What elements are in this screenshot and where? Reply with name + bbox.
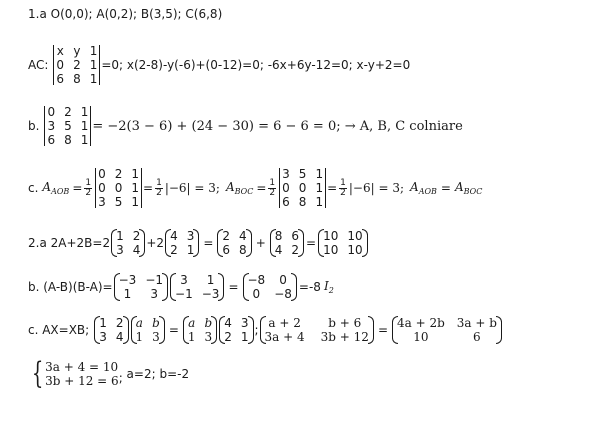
- cell: −3: [201, 287, 220, 301]
- line-1-text: 1.a O(0,0); A(0,2); B(3,5); C(6,8): [28, 7, 223, 21]
- cell: y: [73, 44, 81, 58]
- cell: 2: [132, 229, 141, 243]
- cell: 3: [240, 316, 249, 330]
- cell: 6: [291, 229, 300, 243]
- cell: 3: [47, 119, 56, 133]
- cell: −3: [118, 273, 137, 287]
- cell: 4: [224, 316, 232, 330]
- cell: 10: [323, 229, 339, 243]
- cell: 3: [282, 167, 290, 181]
- line-3-rest: = −2(3 − 6) + (24 − 30) = 6 − 6 = 0; → A, B, C colniare: [92, 118, 463, 134]
- matrix-a: [94, 316, 128, 344]
- system-eq-1: 3a + 4 = 10: [45, 360, 119, 374]
- line-7-prefix: c. AX=XB;: [28, 323, 90, 337]
- cell: 1: [80, 119, 89, 133]
- cell: 8: [64, 133, 72, 147]
- cell: 0: [98, 181, 106, 195]
- cell: 10: [413, 330, 429, 344]
- determinant-grid: [98, 167, 139, 209]
- cell: 6: [282, 195, 290, 209]
- cell: b: [204, 316, 213, 330]
- cell: 1: [116, 229, 124, 243]
- matrix-grid: [275, 229, 299, 257]
- matrix-ax: [260, 316, 374, 344]
- abs-value-1: |−6| = 3;: [164, 181, 220, 195]
- matrix-grid: [136, 316, 160, 344]
- area-boc-label-2: $A_{BOC}$: [454, 180, 483, 196]
- fraction-half: $\frac{1}{2}$: [269, 177, 276, 198]
- cell: 8: [73, 72, 81, 86]
- cell: 4: [274, 243, 283, 257]
- cell: 0: [279, 273, 287, 287]
- equals: =: [256, 181, 267, 195]
- matrix-2b: [270, 229, 304, 257]
- cell: 1: [240, 330, 249, 344]
- cell: −1: [175, 287, 193, 301]
- cell: 4: [239, 229, 247, 243]
- cell: x: [56, 44, 64, 58]
- fraction-half: $\frac{1}{2}$: [85, 177, 92, 198]
- identity-i2: $I_2$: [323, 279, 334, 295]
- equals: =: [306, 236, 317, 250]
- matrix-grid: [119, 273, 163, 301]
- cell: 3: [186, 229, 195, 243]
- semicolon: ;: [118, 371, 123, 385]
- matrix-grid: [397, 316, 497, 344]
- cell: 3: [98, 195, 106, 209]
- equals: =: [377, 323, 388, 337]
- line-4-prefix: c.: [28, 181, 39, 195]
- matrix-a-minus-b: [114, 273, 168, 301]
- cell: 0: [282, 181, 290, 195]
- cell: 2: [224, 330, 232, 344]
- cell: −8: [247, 273, 266, 287]
- system-eq-2: 3b + 12 = 6: [45, 374, 119, 388]
- equals: =: [228, 280, 239, 294]
- cell: −8: [274, 287, 292, 301]
- determinant-aob: [95, 167, 142, 209]
- cell: 3a + 4: [264, 330, 305, 344]
- cell: 5: [114, 195, 123, 209]
- cell: −1: [145, 273, 164, 287]
- cell: 0: [47, 105, 56, 119]
- equals: =: [168, 323, 179, 337]
- matrix-grid: [248, 273, 292, 301]
- line-8-rest: a=2; b=-2: [122, 367, 190, 381]
- cell: 3: [116, 243, 124, 257]
- cell: a + 2: [268, 316, 301, 330]
- determinant-grid: [282, 167, 323, 209]
- determinant-grid: [47, 105, 88, 147]
- semicolon: ;: [254, 323, 259, 337]
- matrix-grid: [265, 316, 369, 344]
- matrix-sum: [318, 229, 368, 257]
- cell: 6: [47, 133, 56, 147]
- equals: =: [203, 236, 214, 250]
- matrix-grid: [222, 229, 246, 257]
- cell: 3b + 12: [320, 330, 369, 344]
- area-aob-label: $A_{AOB}$: [42, 180, 70, 196]
- cell: a: [188, 316, 196, 330]
- matrix-grid: [99, 316, 123, 344]
- cell: 1: [80, 133, 89, 147]
- area-aob-label-2: $A_{AOB}$: [410, 180, 437, 196]
- fraction-half: $\frac{1}{2}$: [156, 177, 162, 198]
- line-6-prefix: b. (A-B)(B-A)=: [28, 280, 113, 294]
- cell: 1: [187, 330, 196, 344]
- cell: 1: [89, 44, 98, 58]
- line-2: [28, 44, 410, 86]
- cell: 4: [132, 243, 141, 257]
- matrix-grid: [116, 229, 140, 257]
- line-1: [28, 7, 222, 21]
- brace-icon: {: [31, 356, 44, 391]
- cell: 1: [131, 181, 140, 195]
- cell: 1: [80, 105, 89, 119]
- cell: 1: [99, 316, 107, 330]
- cell: 1: [315, 181, 324, 195]
- matrix-grid: [323, 229, 363, 257]
- line-3-prefix: b.: [28, 119, 40, 133]
- cell: 0: [56, 58, 65, 72]
- cell: 2: [222, 229, 231, 243]
- matrix-grid: [175, 273, 219, 301]
- cell: b + 6: [328, 316, 362, 330]
- cell: 6: [473, 330, 481, 344]
- line-8: [28, 356, 190, 391]
- line-5: [28, 229, 369, 257]
- cell: 0: [98, 167, 106, 181]
- cell: 3: [204, 330, 213, 344]
- line-2-prefix: AC:: [28, 58, 49, 72]
- cell: 2: [114, 167, 123, 181]
- cell: 8: [239, 243, 247, 257]
- determinant-abc: [44, 105, 91, 147]
- cell: 4a + 2b: [397, 316, 445, 330]
- cell: 3: [99, 330, 107, 344]
- abs-value-2: |−6| = 3;: [348, 181, 405, 195]
- cell: 1: [131, 195, 140, 209]
- matrix-b: [219, 316, 253, 344]
- cell: a: [135, 316, 143, 330]
- cell: 3: [152, 330, 160, 344]
- equals: =: [72, 181, 83, 195]
- plus: +: [255, 236, 266, 250]
- plus-2: +2: [146, 236, 165, 250]
- line-7: [28, 316, 503, 344]
- cell: 1: [315, 195, 324, 209]
- matrix-x: [131, 316, 165, 344]
- cell: 6: [222, 243, 231, 257]
- cell: 6: [56, 72, 65, 86]
- determinant-grid: [56, 44, 97, 86]
- matrix-grid: [170, 229, 194, 257]
- cell: 1: [206, 273, 215, 287]
- determinant-ac: [53, 44, 100, 86]
- fraction-half: $\frac{1}{2}$: [340, 177, 346, 198]
- cell: 2: [115, 316, 124, 330]
- matrix-grid: [188, 316, 212, 344]
- cell: 5: [64, 119, 72, 133]
- cell: 10: [323, 243, 339, 257]
- area-boc-label: $A_{BOC}$: [225, 180, 254, 196]
- cell: 8: [274, 229, 283, 243]
- cell: 10: [347, 243, 363, 257]
- cell: 8: [298, 195, 307, 209]
- equals: =: [440, 181, 451, 195]
- line-6: [28, 273, 334, 301]
- cell: b: [152, 316, 160, 330]
- matrix-b-minus-a: [170, 273, 224, 301]
- cell: 2: [170, 243, 178, 257]
- cell: 10: [347, 229, 363, 243]
- cell: 1: [123, 287, 132, 301]
- cell: 1: [89, 72, 98, 86]
- cell: 3: [150, 287, 158, 301]
- cell: 5: [298, 167, 307, 181]
- cell: 2: [291, 243, 300, 257]
- line-5-prefix: 2.a 2A+2B=2: [28, 236, 111, 250]
- matrix-b: [165, 229, 199, 257]
- cell: 1: [89, 58, 98, 72]
- cell: 1: [186, 243, 195, 257]
- cell: 4: [115, 330, 124, 344]
- cell: 1: [131, 167, 140, 181]
- matrix-xb: [392, 316, 502, 344]
- matrix-grid: [224, 316, 248, 344]
- matrix-2a: [217, 229, 251, 257]
- cell: 0: [252, 287, 261, 301]
- cell: 3: [180, 273, 188, 287]
- line-6-rest: =-8: [298, 280, 321, 294]
- determinant-boc: [279, 167, 326, 209]
- equation-system: [28, 356, 119, 391]
- matrix-a: [111, 229, 145, 257]
- equals: =: [143, 181, 154, 195]
- cell: 1: [135, 330, 144, 344]
- cell: 3a + b: [456, 316, 497, 330]
- equals: =: [327, 181, 338, 195]
- system-rows: [45, 360, 119, 388]
- cell: 0: [114, 181, 123, 195]
- cell: 2: [73, 58, 81, 72]
- line-4: [28, 167, 482, 209]
- cell: 1: [315, 167, 324, 181]
- cell: 4: [170, 229, 178, 243]
- matrix-product: [243, 273, 297, 301]
- line-3: [28, 105, 463, 147]
- matrix-x-2: [183, 316, 217, 344]
- line-2-rest: =0; x(2-8)-y(-6)+(0-12)=0; -6x+6y-12=0; x-y+2=0: [101, 58, 411, 72]
- cell: 2: [64, 105, 72, 119]
- cell: 0: [298, 181, 307, 195]
